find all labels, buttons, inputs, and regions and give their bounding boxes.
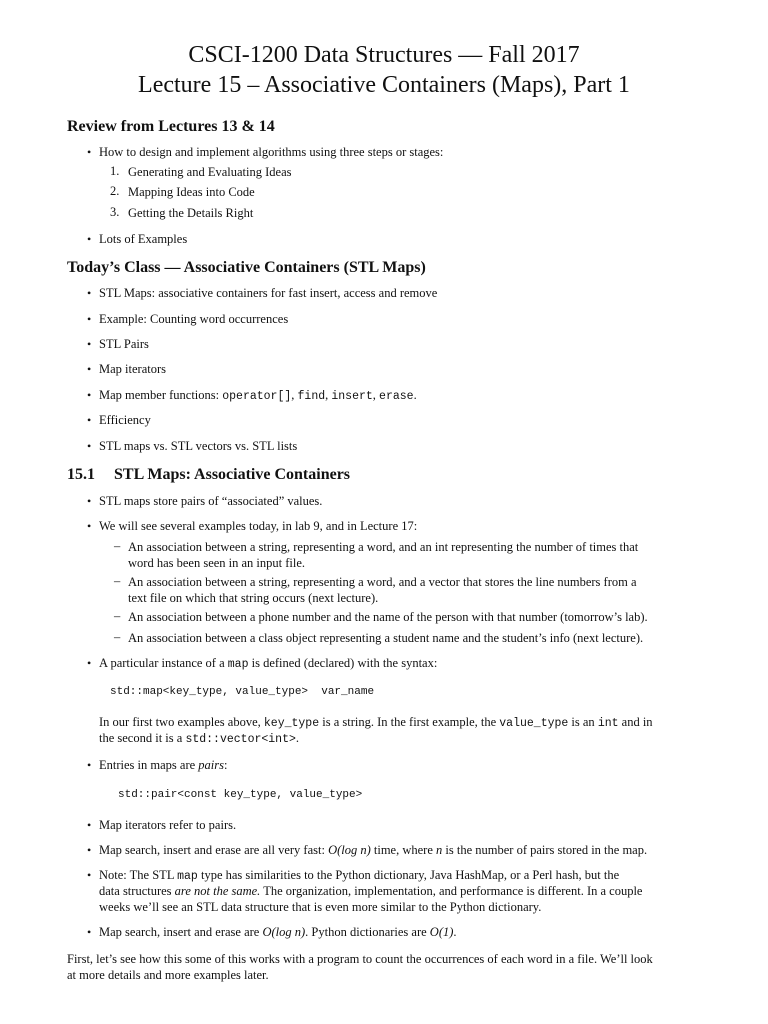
- s151-dash-1a: An association between a string, representing a word, and an int representing the number of times that: [128, 540, 639, 554]
- text-run: Map member functions:: [99, 388, 223, 402]
- italic-run: pairs: [198, 758, 224, 772]
- bullet-dot: •: [87, 388, 92, 402]
- text-run: is defined (declared) with the syntax:: [248, 656, 438, 670]
- dash-marker: –: [114, 630, 121, 644]
- s151-bullet-5: Map iterators refer to pairs.: [99, 818, 237, 832]
- step-item: Mapping Ideas into Code: [128, 185, 255, 199]
- s151-para-2: [99, 730, 299, 748]
- step-item: Generating and Evaluating Ideas: [128, 165, 292, 179]
- text-run: .: [413, 388, 417, 402]
- bullet-dot: •: [87, 362, 92, 376]
- title-line-2: Lecture 15 – Associative Containers (Maps), Part 1: [138, 72, 630, 98]
- math-run: n: [436, 843, 443, 857]
- review-bullet-1: How to design and implement algorithms using three steps or stages:: [99, 145, 444, 159]
- s151-dash-3: An association between a phone number and the name of the person with that number (tomorrow’s lab).: [128, 610, 648, 624]
- section-heading-review: Review from Lectures 13 & 14: [67, 118, 275, 135]
- s151-dash-1b: word has been seen in an input file.: [128, 556, 306, 570]
- text-run: A particular instance of a: [99, 656, 228, 670]
- today-bullet-6: Efficiency: [99, 413, 151, 427]
- code-run: std::vector<int>: [185, 733, 296, 746]
- code-run: map: [227, 658, 249, 671]
- s151-bullet-3: [99, 655, 437, 673]
- dash-marker: –: [114, 574, 121, 588]
- step-number: 3.: [110, 205, 120, 219]
- text-run: .: [453, 925, 457, 939]
- bullet-dot: •: [87, 232, 92, 246]
- code-run: find: [297, 390, 326, 403]
- section-title: STL Maps: Associative Containers: [114, 466, 351, 483]
- bullet-dot: •: [87, 494, 92, 508]
- today-bullet-5: [99, 387, 417, 405]
- s151-bullet-8: [99, 924, 457, 940]
- code-run: int: [597, 717, 619, 730]
- text-run: Entries in maps are: [99, 758, 199, 772]
- section-heading-15-1: [67, 466, 350, 484]
- text-run: In our first two examples above,: [99, 715, 264, 729]
- bullet-dot: •: [87, 413, 92, 427]
- s151-bullet-4: [99, 757, 227, 773]
- section-number: 15.1: [67, 466, 95, 483]
- bullet-dot: •: [87, 925, 92, 939]
- code-run: key_type: [263, 717, 320, 730]
- text-run: Map search, insert and erase are: [99, 925, 263, 939]
- dash-marker: –: [114, 539, 121, 553]
- s151-dash-4: An association between a class object representing a student name and the student’s info (next lecture).: [128, 631, 644, 645]
- today-bullet-4: Map iterators: [99, 362, 166, 376]
- code-run: erase: [379, 390, 414, 403]
- bullet-dot: •: [87, 868, 92, 882]
- text-run: . Python dictionaries are: [305, 925, 430, 939]
- s151-bullet-1: STL maps store pairs of “associated” values.: [99, 494, 323, 508]
- bullet-dot: •: [87, 286, 92, 300]
- step-number: 1.: [110, 164, 120, 178]
- text-run: is an: [568, 715, 598, 729]
- code-run: insert: [331, 390, 373, 403]
- closing-para-2: at more details and more examples later.: [67, 968, 269, 982]
- section-heading-today: Today’s Class — Associative Containers (STL Maps): [67, 259, 426, 276]
- text-run: time, where: [370, 843, 437, 857]
- math-run: O(log n): [328, 843, 371, 857]
- text-run: is the number of pairs stored in the map.: [442, 843, 648, 857]
- s151-bullet-6: [99, 842, 647, 858]
- text-run: the second it is a: [99, 731, 186, 745]
- text-run: Map search, insert and erase are all very fast:: [99, 843, 329, 857]
- today-bullet-7: STL maps vs. STL vectors vs. STL lists: [99, 439, 298, 453]
- text-run: ,: [325, 388, 332, 402]
- bullet-dot: •: [87, 758, 92, 772]
- bullet-dot: •: [87, 519, 92, 533]
- code-run: value_type: [499, 717, 569, 730]
- s151-dash-2b: text file on which that string occurs (next lecture).: [128, 591, 379, 605]
- text-run: :: [223, 758, 228, 772]
- bullet-dot: •: [87, 439, 92, 453]
- closing-para-1: First, let’s see how this some of this works with a program to count the occurrences of each word in a file. We’ll look: [67, 952, 653, 966]
- review-bullet-2: Lots of Examples: [99, 232, 188, 246]
- s151-bullet-7c: weeks we’ll see an STL data structure that is even more similar to the Python dictionary.: [99, 900, 542, 914]
- text-run: The organization, implementation, and performance is different. In a couple: [260, 884, 643, 898]
- bullet-dot: •: [87, 818, 92, 832]
- code-block-pair-decl: std::pair<const key_type, value_type>: [118, 789, 363, 801]
- text-run: data structures: [99, 884, 175, 898]
- dash-marker: –: [114, 609, 121, 623]
- bullet-dot: •: [87, 312, 92, 326]
- today-bullet-1: STL Maps: associative containers for fast insert, access and remove: [99, 286, 438, 300]
- text-run: is a string. In the first example, the: [319, 715, 500, 729]
- bullet-dot: •: [87, 145, 92, 159]
- today-bullet-2: Example: Counting word occurrences: [99, 312, 289, 326]
- code-run: map: [177, 870, 198, 883]
- s151-dash-2a: An association between a string, representing a word, and a vector that stores the line numbers from a: [128, 575, 637, 589]
- today-bullet-3: STL Pairs: [99, 337, 149, 351]
- bullet-dot: •: [87, 656, 92, 670]
- text-run: and in: [618, 715, 653, 729]
- text-run: type has similarities to the Python dictionary, Java HashMap, or a Perl hash, but the: [197, 868, 620, 882]
- bullet-dot: •: [87, 843, 92, 857]
- s151-bullet-7b: [99, 883, 642, 899]
- s151-bullet-2: We will see several examples today, in lab 9, and in Lecture 17:: [99, 519, 418, 533]
- title-line-1: CSCI-1200 Data Structures — Fall 2017: [188, 42, 580, 68]
- step-number: 2.: [110, 184, 120, 198]
- text-run: Note: The STL: [99, 868, 178, 882]
- text-run: .: [295, 731, 299, 745]
- italic-run: are not the same.: [174, 884, 261, 898]
- text-run: ,: [291, 388, 298, 402]
- math-run: O(log n): [262, 925, 306, 939]
- step-item: Getting the Details Right: [128, 206, 254, 220]
- math-run: O(1): [429, 925, 454, 939]
- code-block-map-decl: std::map<key_type, value_type> var_name: [110, 686, 375, 698]
- code-run: operator[]: [222, 390, 292, 403]
- text-run: ,: [372, 388, 380, 402]
- bullet-dot: •: [87, 337, 92, 351]
